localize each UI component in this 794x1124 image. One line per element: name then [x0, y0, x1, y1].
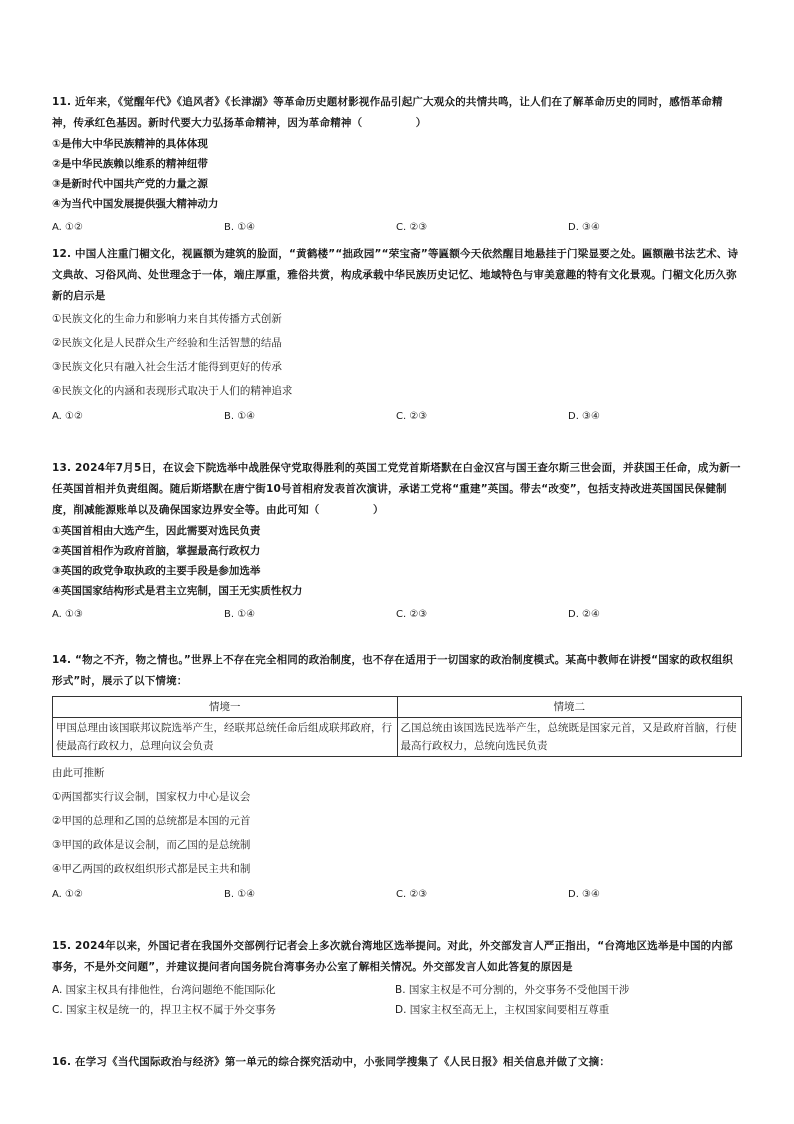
question-13	[52, 458, 742, 625]
question-13-item-1: ①英国首相由大选产生，因此需要对选民负责	[52, 525, 261, 537]
option-d[interactable]: D. ③④	[568, 222, 600, 233]
question-14-item-3: ③甲国的政体是议会制，而乙国的是总统制	[52, 839, 251, 851]
question-11-stem: 11. 近年来，《觉醒年代》《追风者》《长津湖》等革命历史题材影视作品引起广大观众的共情共鸣，让人们在了解革命历史的同时，感悟革命精神，传承红色基因。新时代要大力弘扬革命精神，因为革命精神（ ）	[52, 96, 723, 129]
question-11-item-3: ③是新时代中国共产党的力量之源	[52, 178, 208, 190]
option-a[interactable]: A. ①②	[52, 411, 83, 422]
question-13-item-4: ④英国国家结构形式是君主立宪制，国王无实质性权力	[52, 585, 303, 597]
option-c[interactable]: C. ②③	[396, 222, 428, 233]
option-d[interactable]: D. ②④	[568, 609, 600, 620]
question-12-stem: 12. 中国人注重门楣文化，视匾额为建筑的脸面，“黄鹤楼”“拙政园”“荣宝斋”等匾额今天依然醒目地悬挂于门梁显要之处。匾额融书法艺术、诗文典故、习俗风尚、处世理念于一体，端庄厚重，雅俗共赏，构成承载中华民族历史记忆、地域特色与审美意趣的特有文化景观。门楣文化历久弥新的启示是	[52, 248, 739, 302]
question-13-item-3: ③英国的政党争取执政的主要手段是参加选举	[52, 565, 261, 577]
question-13-stem: 13. 2024年7月5日，在议会下院选举中战胜保守党取得胜利的英国工党党首斯塔默在白金汉宫与国王查尔斯三世会面，并获国王任命，成为新一任英国首相并负责组阁。随后斯塔默在唐宁街10号首相府发表首次演讲，承诺工党将“重建”英国。带去“改变”，包括支持改进英国国民保健制度，削减能源账单以及确保国家边界安全等。由此可知（ ）	[52, 462, 741, 516]
question-12-options	[52, 407, 742, 427]
question-12	[52, 244, 742, 427]
scenario-table	[52, 696, 742, 757]
option-b[interactable]: B. ①④	[224, 222, 256, 233]
scenario-1-text: 甲国总理由该国联邦议院选举产生，经联邦总统任命后组成联邦政府，行使最高行政权力，总理向议会负责	[53, 718, 398, 757]
question-11	[52, 92, 742, 238]
option-a[interactable]: A. 国家主权具有排他性，台湾问题绝不能国际化	[52, 984, 276, 996]
option-c[interactable]: C. ②③	[396, 411, 428, 422]
question-14-lead: 由此可推断	[52, 767, 105, 779]
question-13-item-2: ②英国首相作为政府首脑，掌握最高行政权力	[52, 545, 261, 557]
question-14-item-1: ①两国都实行议会制，国家权力中心是议会	[52, 791, 251, 803]
question-15-stem: 15. 2024年以来，外国记者在我国外交部例行记者会上多次就台湾地区选举提问。对此，外交部发言人严正指出，“台湾地区选举是中国的内部事务，不是外交问题”，并建议提问者向国务院台湾事务办公室了解相关情况。外交部发言人如此答复的原因是	[52, 940, 733, 973]
option-b[interactable]: B. 国家主权是不可分割的，外交事务不受他国干涉	[395, 984, 630, 996]
option-c[interactable]: C. ②③	[396, 889, 428, 900]
question-14	[52, 650, 742, 905]
scenario-2-text: 乙国总统由该国选民选举产生，总统既是国家元首，又是政府首脑，行使最高行政权力，总统向选民负责	[397, 718, 742, 757]
question-14-stem: 14. “物之不齐，物之情也。”世界上不存在完全相同的政治制度，也不存在适用于一切国家的政治制度模式。某高中教师在讲授“国家的政权组织形式”时，展示了以下情境：	[52, 654, 734, 687]
question-11-item-1: ①是伟大中华民族精神的具体体现	[52, 138, 208, 150]
option-a[interactable]: A. ①②	[52, 222, 83, 233]
option-d[interactable]: D. 国家主权至高无上，主权国家间要相互尊重	[395, 1004, 610, 1016]
question-11-options	[52, 218, 742, 238]
question-12-item-4: ④民族文化的内涵和表现形式取决于人们的精神追求	[52, 385, 293, 397]
question-14-item-2: ②甲国的总理和乙国的总统都是本国的元首	[52, 815, 251, 827]
scenario-1-header: 情境一	[53, 697, 398, 718]
question-13-options	[52, 605, 742, 625]
option-d[interactable]: D. ③④	[568, 411, 600, 422]
option-b[interactable]: B. ①④	[224, 889, 256, 900]
question-11-item-4: ④为当代中国发展提供强大精神动力	[52, 198, 219, 210]
question-14-item-4: ④甲乙两国的政权组织形式都是民主共和制	[52, 863, 251, 875]
question-15-options	[52, 980, 742, 1020]
question-12-item-2: ②民族文化是人民群众生产经验和生活智慧的结晶	[52, 337, 282, 349]
question-16-stem: 16. 在学习《当代国际政治与经济》第一单元的综合探究活动中，小张同学搜集了《人民日报》相关信息并做了文摘：	[52, 1056, 611, 1068]
question-11-item-2: ②是中华民族赖以维系的精神纽带	[52, 158, 208, 170]
question-12-item-1: ①民族文化的生命力和影响力来自其传播方式创新	[52, 313, 282, 325]
question-14-options	[52, 885, 742, 905]
option-b[interactable]: B. ①④	[224, 609, 256, 620]
question-12-item-3: ③民族文化只有融入社会生活才能得到更好的传承	[52, 361, 282, 373]
option-d[interactable]: D. ③④	[568, 889, 600, 900]
option-b[interactable]: B. ①④	[224, 411, 256, 422]
option-a[interactable]: A. ①③	[52, 609, 83, 620]
question-16	[52, 1052, 742, 1073]
scenario-2-header: 情境二	[397, 697, 742, 718]
option-c[interactable]: C. 国家主权是统一的，捍卫主权不属于外交事务	[52, 1004, 277, 1016]
option-a[interactable]: A. ①②	[52, 889, 83, 900]
option-c[interactable]: C. ②③	[396, 609, 428, 620]
question-15	[52, 936, 742, 1020]
